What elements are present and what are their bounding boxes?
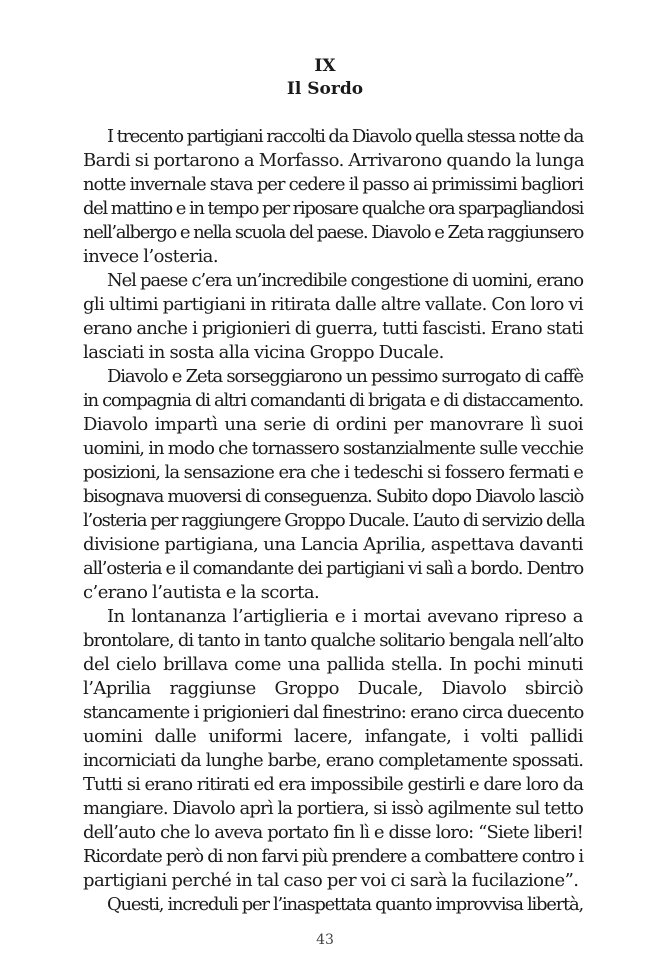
text-line: divisione partigiana, una Lancia Aprilia, aspettava davanti	[83, 534, 583, 555]
text-line: In lontananza l’artiglieria e i mortai avevano ripreso a	[107, 606, 583, 627]
text-line: stancamente i prigionieri dal finestrino: erano circa duecento	[83, 702, 584, 723]
text-line: in compagnia di altri comandanti di brigata e di distaccamento.	[83, 390, 583, 411]
text-line: l’Aprilia raggiunse Groppo Ducale, Diavolo sbirciò	[83, 678, 583, 699]
text-line: l’osteria per raggiungere Groppo Ducale. L’auto di servizio della	[83, 510, 585, 531]
chapter-number: IX	[314, 56, 336, 76]
text-line: invece l’osteria.	[83, 246, 219, 267]
text-line: uomini, in modo che tornassero sostanzialmente sulle vecchie	[83, 438, 583, 459]
text-line: nell’albergo e nella scuola del paese. Diavolo e Zeta raggiunsero	[83, 222, 583, 243]
text-line: brontolare, di tanto in tanto qualche solitario bengala nell’alto	[83, 630, 583, 651]
text-line: del cielo brillava come una pallida stella. In pochi minuti	[83, 654, 583, 675]
text-line: notte invernale stava per cedere il passo ai primissimi bagliori	[83, 174, 583, 195]
text-line: bisognava muoversi di conseguenza. Subito dopo Diavolo lasciò	[83, 486, 583, 507]
text-line: Diavolo e Zeta sorseggiarono un pessimo surrogato di caffè	[107, 366, 583, 387]
text-line: c’erano l’autista e la scorta.	[83, 582, 320, 603]
text-line: Nel paese c’era un’incredibile congestione di uomini, erano	[107, 270, 583, 291]
text-line: mangiare. Diavolo aprì la portiera, si issò agilmente sul tetto	[83, 798, 583, 819]
text-line: Tutti si erano ritirati ed era impossibile gestirli e dare loro da	[83, 774, 583, 795]
page-number: 43	[316, 932, 334, 948]
text-line: Questi, increduli per l’inaspettata quanto improvvisa libertà,	[107, 894, 583, 915]
text-line: lasciati in sosta alla vicina Groppo Ducale.	[83, 342, 444, 363]
text-line: uomini dalle uniformi lacere, infangate, i volti pallidi	[83, 726, 583, 747]
chapter-title: Il Sordo	[286, 79, 364, 99]
text-line: del mattino e in tempo per riposare qualche ora sparpagliandosi	[83, 198, 583, 219]
text-line: all’osteria e il comandante dei partigiani vi salì a bordo. Dentro	[83, 558, 583, 579]
text-line: erano anche i prigionieri di guerra, tutti fascisti. Erano stati	[83, 318, 583, 339]
body-text	[83, 125, 583, 917]
text-line: posizioni, la sensazione era che i tedeschi si fossero fermati e	[83, 462, 583, 483]
text-line: Bardi si portarono a Morfasso. Arrivarono quando la lunga	[83, 150, 584, 171]
text-line: incorniciati da lunghe barbe, erano completamente spossati.	[83, 750, 583, 771]
text-line: partigiani perché in tal caso per voi ci sarà la fucilazione”.	[83, 870, 579, 891]
text-line: Ricordate però di non farvi più prendere a combattere contro i	[83, 846, 583, 867]
text-line: gli ultimi partigiani in ritirata dalle altre vallate. Con loro vi	[83, 294, 583, 315]
text-line: Diavolo impartì una serie di ordini per manovrare lì suoi	[83, 414, 583, 435]
text-line: I trecento partigiani raccolti da Diavolo quella stessa notte da	[107, 126, 583, 147]
text-line: dell’auto che lo aveva portato fin lì e disse loro: “Siete liberi!	[83, 822, 583, 843]
